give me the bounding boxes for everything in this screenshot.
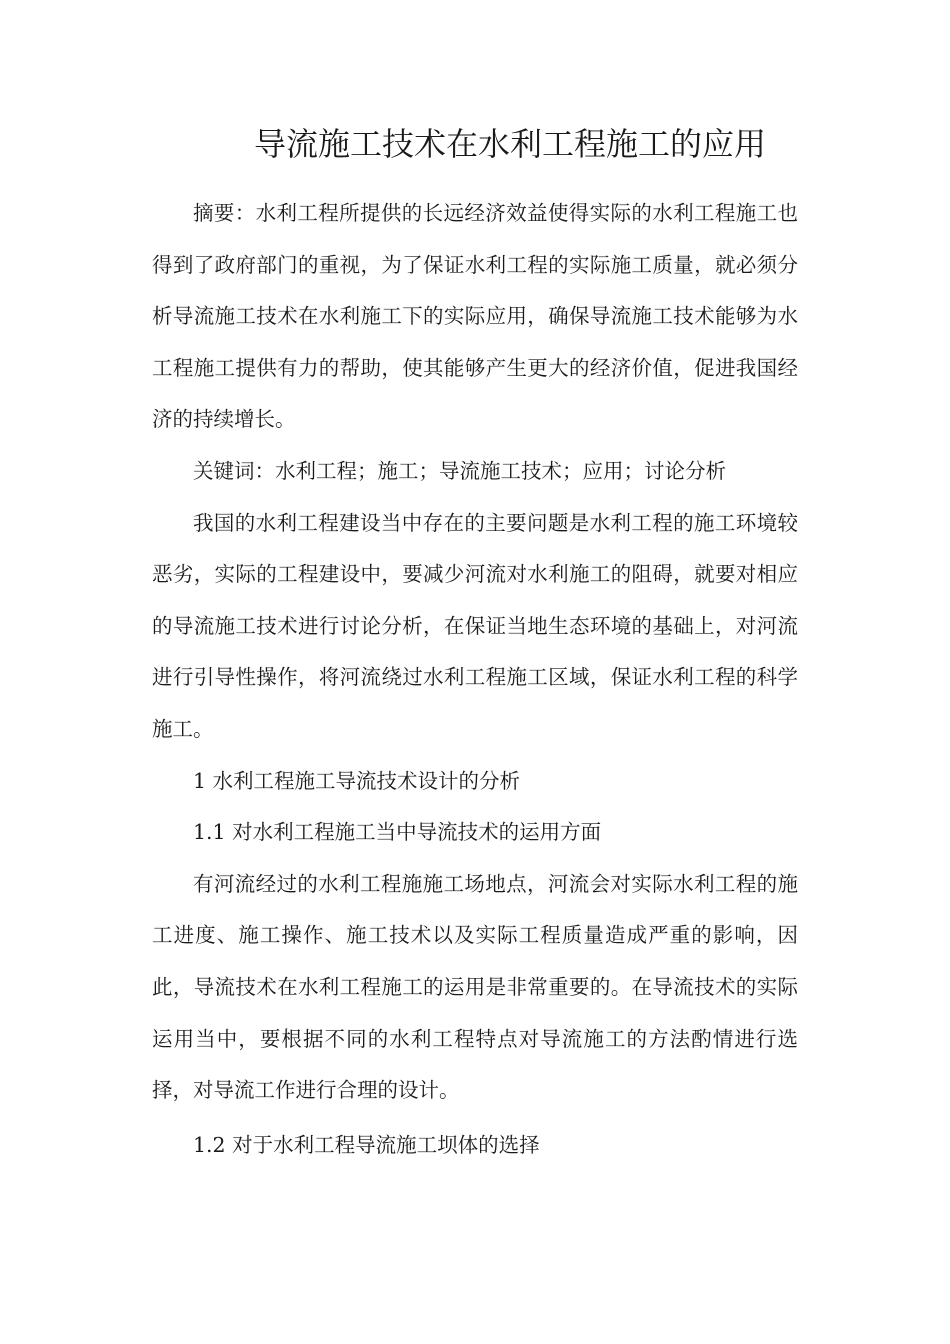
- keywords-paragraph: 关键词：水利工程；施工；导流施工技术；应用；讨论分析: [193, 458, 726, 483]
- intro-paragraph: 我国的水利工程建设当中存在的主要问题是水利工程的施工环境较恶劣，实际的工程建设中，要减少河流对水利施工的阻碍，就要对相应的导流施工技术进行讨论分析，在保证当地生态环境的基础上，对河流进行引导性操作，将河流绕过水利工程施工区域，保证水利工程的科学施工。: [152, 510, 798, 741]
- subsection-heading-1-1: 1.1 对水利工程施工当中导流技术的运用方面: [193, 820, 602, 845]
- abstract-paragraph: 摘要：水利工程所提供的长远经济效益使得实际的水利工程施工也得到了政府部门的重视，为了保证水利工程的实际施工质量，就必须分析导流施工技术在水利施工下的实际应用，确保导流施工技术能够为水工程施工提供有力的帮助，使其能够产生更大的经济价值，促进我国经济的持续增长。: [152, 201, 798, 432]
- document-title: 导流施工技术在水利工程施工的应用: [253, 125, 766, 163]
- document-body: [152, 188, 798, 1171]
- subsection-heading-1-2: 1.2 对于水利工程导流施工坝体的选择: [193, 1132, 540, 1157]
- section-heading-1: 1 水利工程施工导流技术设计的分析: [193, 768, 521, 793]
- section-1-1-paragraph: 有河流经过的水利工程施施工场地点，河流会对实际水利工程的施工进度、施工操作、施工技术以及实际工程质量造成严重的影响，因此，导流技术在水利工程施工的运用是非常重要的。在导流技术的实际运用当中，要根据不同的水利工程特点对导流施工的方法酌情进行选择，对导流工作进行合理的设计。: [152, 871, 798, 1103]
